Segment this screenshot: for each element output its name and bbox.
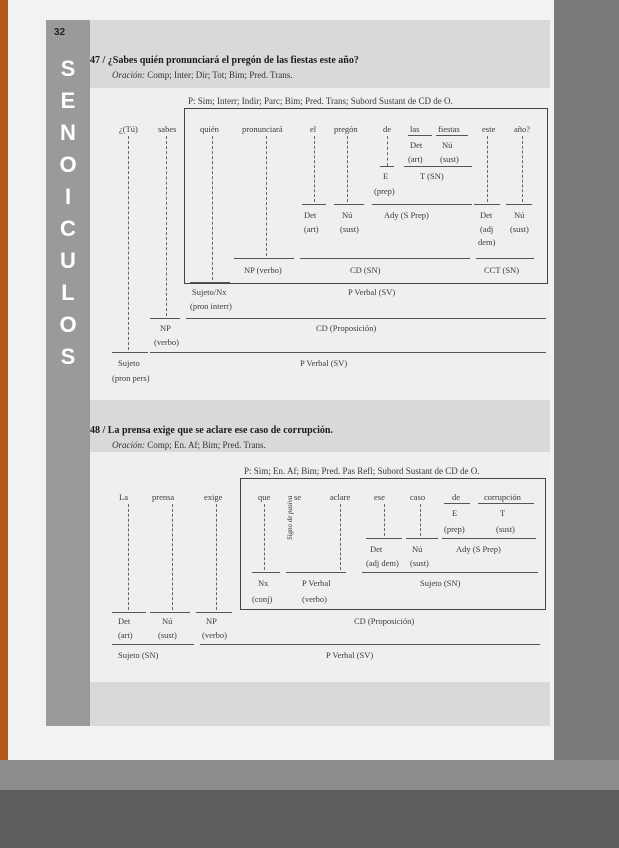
- label: NP: [160, 323, 171, 333]
- word: sabes: [158, 124, 177, 134]
- underline: [234, 258, 294, 259]
- underline: [476, 258, 534, 259]
- word: La: [119, 492, 128, 502]
- label: P Verbal (SV): [300, 358, 348, 368]
- word: el: [310, 124, 317, 134]
- word: caso: [410, 492, 426, 502]
- underline: [404, 166, 472, 167]
- dashed-line: [487, 136, 488, 202]
- label: Sujeto: [118, 358, 140, 368]
- dashed-line: [128, 136, 129, 350]
- sidebar-letter: O: [59, 312, 77, 337]
- label: Det: [118, 616, 131, 626]
- ex47-oracion: Oración: Comp; Inter; Dir; Tot; Bim; Pred. Trans.: [112, 70, 293, 80]
- label: T (SN): [420, 171, 444, 181]
- underline: [506, 204, 532, 205]
- dashed-line: [340, 504, 341, 570]
- label: (adj dem): [366, 558, 399, 568]
- label: E: [452, 508, 458, 518]
- underline: [252, 572, 280, 573]
- underline: [474, 204, 500, 205]
- underline: [372, 204, 472, 205]
- label: (verbo): [302, 594, 328, 604]
- underline: [334, 204, 364, 205]
- label: P Verbal (SV): [348, 287, 396, 297]
- sidebar-letter: N: [60, 120, 76, 145]
- label: Sujeto (SN): [420, 578, 461, 588]
- underline: [150, 612, 190, 613]
- label: (prep): [374, 186, 395, 196]
- label: Nú: [412, 544, 423, 554]
- dashed-line: [266, 136, 267, 256]
- word: las: [410, 124, 420, 134]
- signo-pasiva-label: Signo de pasiva: [286, 495, 294, 540]
- word: exige: [204, 492, 223, 502]
- dashed-line: [264, 504, 265, 570]
- label: Nú: [162, 616, 173, 626]
- word: corrupción: [484, 492, 521, 502]
- underline: [302, 204, 326, 205]
- dashed-line: [166, 136, 167, 316]
- label: Det: [480, 210, 493, 220]
- label: (verbo): [202, 630, 228, 640]
- ex48-oracion: Oración: Comp; En. Af; Bim; Pred. Trans.: [112, 440, 266, 450]
- underline: [442, 538, 536, 539]
- label: Sujeto/Nx: [192, 287, 227, 297]
- label: Det: [370, 544, 383, 554]
- label: Ady (S Prep): [384, 210, 429, 220]
- label: CD (SN): [350, 265, 381, 275]
- word: se: [294, 492, 302, 502]
- dashed-line: [216, 504, 217, 610]
- label: (sust): [340, 224, 359, 234]
- word: aclare: [330, 492, 351, 502]
- label: Det: [410, 140, 423, 150]
- ex48-p-label: P: Sim; En. Af; Bim; Pred. Pas Refl; Subord Sustant de CD de O.: [244, 466, 480, 476]
- underline: [444, 503, 470, 504]
- underline: [150, 318, 180, 319]
- word: ¿(Tú): [119, 124, 138, 134]
- underline: [436, 135, 468, 136]
- underline: [366, 538, 402, 539]
- label: (sust): [158, 630, 177, 640]
- label: CD (Proposición): [316, 323, 377, 333]
- label: Sujeto (SN): [118, 650, 159, 660]
- ex47-p-label: P: Sim; Interr; Indir; Parc; Bim; Pred. Trans; Subord Sustant de CD de O.: [188, 96, 453, 106]
- label: Nú: [442, 140, 453, 150]
- underline: [300, 258, 470, 259]
- sidebar-letter: O: [59, 152, 77, 177]
- word: de: [452, 492, 461, 502]
- dashed-line: [387, 136, 388, 166]
- label: (pron pers): [112, 373, 150, 383]
- word: prensa: [152, 492, 175, 502]
- underline: [408, 135, 432, 136]
- label: (sust): [510, 224, 529, 234]
- label: (prep): [444, 524, 465, 534]
- word: pregón: [334, 124, 358, 134]
- table-surface: [0, 790, 619, 848]
- dashed-line: [172, 504, 173, 610]
- label: Det: [304, 210, 317, 220]
- dashed-line: [128, 504, 129, 610]
- label: CD (Proposición): [354, 616, 415, 626]
- underline: [112, 612, 146, 613]
- dashed-line: [384, 504, 385, 536]
- word: ese: [374, 492, 385, 502]
- sidebar-letter: S: [60, 56, 76, 81]
- label: CCT (SN): [484, 265, 520, 275]
- underline: [406, 538, 438, 539]
- dashed-line: [212, 136, 213, 280]
- word: de: [383, 124, 392, 134]
- label: P Verbal (SV): [326, 650, 374, 660]
- label: (art): [304, 224, 319, 234]
- underline: [286, 572, 346, 573]
- dashed-line: [347, 136, 348, 202]
- page-number: 32: [54, 27, 66, 38]
- label: E: [383, 171, 389, 181]
- label: (verbo): [154, 337, 180, 347]
- underline: [380, 166, 394, 167]
- underline: [200, 644, 540, 645]
- sidebar-letter: L: [61, 280, 75, 305]
- ex47-title: 47 / ¿Sabes quién pronunciará el pregón de las fiestas este año?: [90, 55, 359, 66]
- label: P Verbal: [302, 578, 331, 588]
- word: fiestas: [438, 124, 460, 134]
- label: Ady (S Prep): [456, 544, 501, 554]
- dashed-line: [522, 136, 523, 202]
- sidebar-letter: E: [60, 88, 76, 113]
- underline: [362, 572, 538, 573]
- underline: [150, 352, 546, 353]
- label: (sust): [410, 558, 429, 568]
- label: Nú: [514, 210, 525, 220]
- sidebar-letter: S: [60, 344, 76, 369]
- underline: [112, 352, 148, 353]
- word: pronunciará: [242, 124, 283, 134]
- underline: [112, 644, 194, 645]
- label: NP (verbo): [244, 265, 282, 275]
- label: Nx: [258, 578, 269, 588]
- label: (adj: [480, 224, 494, 234]
- sidebar-letter: U: [60, 248, 76, 273]
- label: NP: [206, 616, 217, 626]
- ex48-title: 48 / La prensa exige que se aclare ese caso de corrupción.: [90, 425, 333, 436]
- underline: [186, 318, 546, 319]
- label: (art): [118, 630, 133, 640]
- label: dem): [478, 237, 496, 247]
- dashed-line: [420, 504, 421, 536]
- word: que: [258, 492, 271, 502]
- word: año?: [514, 124, 531, 134]
- underline: [478, 503, 534, 504]
- underline: [196, 612, 232, 613]
- word: este: [482, 124, 496, 134]
- label: (pron interr): [190, 301, 232, 311]
- label: Nú: [342, 210, 353, 220]
- word: quién: [200, 124, 219, 134]
- label: (sust): [496, 524, 515, 534]
- label: (sust): [440, 154, 459, 164]
- sidebar-letter: C: [60, 216, 76, 241]
- sidebar-letter: I: [64, 184, 72, 209]
- label: (conj): [252, 594, 273, 604]
- label: (art): [408, 154, 423, 164]
- dashed-line: [314, 136, 315, 202]
- underline: [190, 282, 230, 283]
- label: T: [500, 508, 506, 518]
